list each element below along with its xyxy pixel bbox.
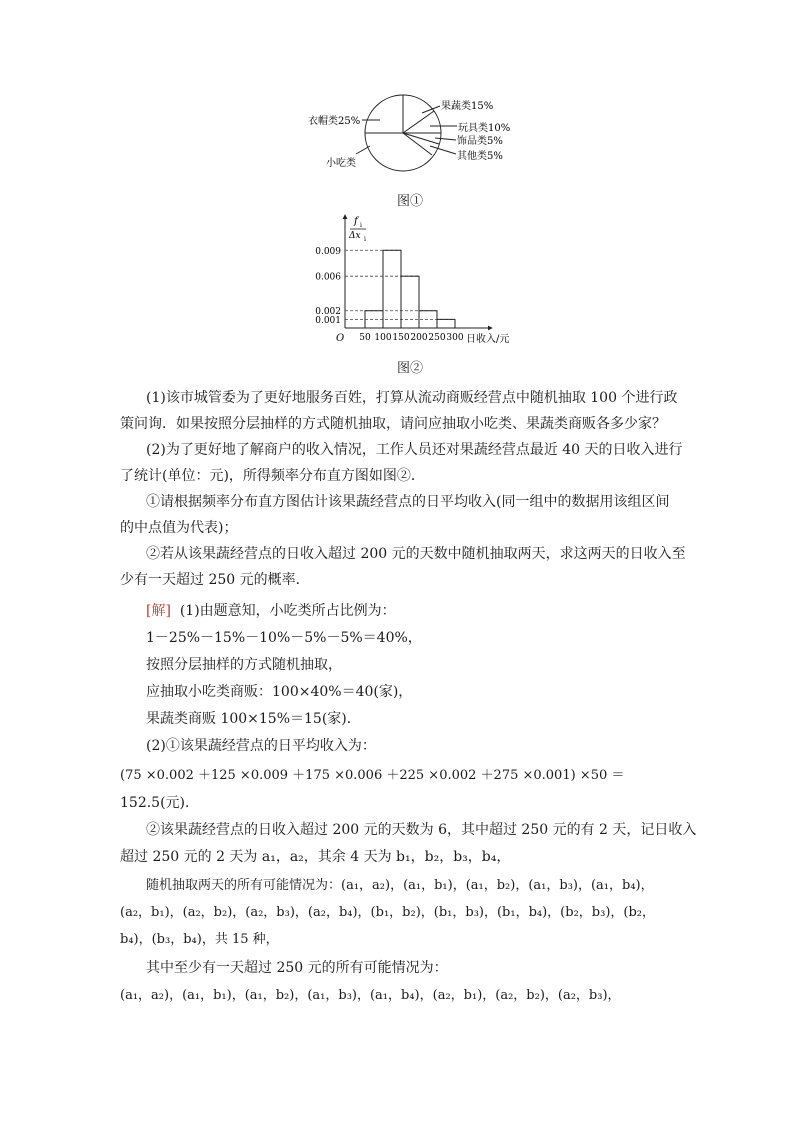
pie-label-snack: 小吃类: [326, 158, 356, 169]
origin-label: O: [336, 333, 345, 344]
solution-line-12: (a₂，b₁)，(a₂，b₂)，(a₂，b₃)，(a₂，b₄)，(b₁，b₂)，(b₁，b₃)，(b₁，b₄)，(b₂，b₃)，(b₂，: [120, 905, 655, 920]
x-tick-label: 150: [392, 333, 410, 343]
solution-line-1: [146, 598, 706, 624]
question-2-line-2: 了统计(单位：元)，所得频率分布直方图如图②．: [120, 468, 425, 484]
pie-label-clothing: 衣帽类25%: [308, 116, 361, 127]
question-1-line-2: 策问询．如果按照分层抽样的方式随机抽取，请问应抽取小吃类、果蔬类商贩各多少家？: [120, 416, 666, 432]
x-tick-label: 200: [410, 333, 428, 343]
solution-line-14: 其中至少有一天超过 250 元的所有可能情况为：: [146, 960, 448, 976]
solution-line-15: (a₁，a₂)，(a₁，b₁)，(a₁，b₂)，(a₁，b₃)，(a₁，b₄)，(a₂，b₁)，(a₂，b₂)，(a₂，b₃)，: [120, 988, 621, 1003]
pie-label-toy: 玩具类10%: [458, 123, 511, 134]
x-tick-label: 50: [359, 333, 371, 343]
solution-line-13: b₄)，(b₃，b₄)，共 15 种，: [120, 932, 279, 947]
histogram-bar: [401, 276, 419, 328]
solution-line-11: 随机抽取两天的所有可能情况为：(a₁，a₂)，(a₁，b₁)，(a₁，b₂)，(a₁，b₃)，(a₁，b₄)，: [146, 878, 654, 893]
question-2b-line-1: ②若从该果蔬经营点的日收入超过 200 元的天数中随机抽取两天，求这两天的日收入至: [146, 546, 686, 562]
y-label-bottom: Δx: [349, 231, 361, 241]
y-tick-label: 0.009: [315, 246, 341, 257]
pie-label-fruit: 果蔬类15%: [441, 101, 494, 112]
solution-line-3: 按照分层抽样的方式随机抽取，: [146, 657, 342, 673]
solution-line-8: 152.5(元)．: [120, 795, 200, 811]
question-2a-line-2: 的中点值为代表)；: [120, 520, 238, 536]
pie-chart: [290, 88, 530, 183]
y-label-top: f: [354, 216, 358, 227]
solution-line-5: 果蔬类商贩 100×15%＝15(家)．: [146, 711, 361, 727]
question-2-line-1: (2)为了更好地了解商户的收入情况，工作人员还对果蔬经营点最近 40 天的日收入进行: [146, 442, 683, 458]
leader-line: [356, 146, 370, 154]
x-tick-label: 250: [428, 333, 446, 343]
figure-2-caption: 图②: [397, 361, 424, 376]
pie-divider: [403, 133, 439, 144]
y-tick-label: 0.002: [315, 307, 341, 318]
leader-line: [430, 146, 456, 154]
histogram-bar: [383, 250, 401, 328]
y-label-top-sub: i: [360, 222, 362, 229]
solution-text: (1)由题意知，小吃类所占比例为：: [179, 603, 396, 619]
pie-divider: [403, 111, 434, 133]
solution-line-9: ②该果蔬经营点的日收入超过 200 元的天数为 6，其中超过 250 元的有 2 天，记日收入: [146, 822, 697, 838]
pie-label-other: 其他类5%: [457, 151, 503, 162]
solution-line-4: 应抽取小吃类商贩：100×40%＝40(家)，: [146, 684, 413, 700]
solution-line-2: 1－25%－15%－10%－5%－5%＝40%，: [146, 630, 422, 646]
question-1-line-1: (1)该市城管委为了更好地服务百姓，打算从流动商贩经营点中随机抽取 100 个进行政: [146, 390, 678, 406]
x-axis-label: 日收入/元: [466, 334, 510, 345]
y-tick-label: 0.001: [315, 315, 341, 326]
y-tick-label: 0.006: [315, 272, 341, 283]
y-label-bottom-sub: i: [364, 236, 366, 243]
histogram: [300, 210, 520, 350]
x-tick-label: 300: [446, 333, 464, 343]
leader-line: [435, 138, 456, 140]
pie-label-jewelry: 饰品类5%: [457, 136, 503, 147]
question-2a-line-1: ①请根据频率分布直方图估计该果蔬经营点的日平均收入(同一组中的数据用该组区间: [146, 494, 670, 510]
pie-divider: [403, 133, 432, 155]
solution-line-6: (2)①该果蔬经营点的日平均收入为：: [146, 738, 376, 754]
question-2b-line-2: 少有一天超过 250 元的概率．: [120, 572, 310, 588]
histogram-bar: [437, 319, 455, 328]
solution-line-10: 超过 250 元的 2 天为 a₁，a₂，其余 4 天为 b₁，b₂，b₃，b₄，: [120, 849, 511, 865]
figure-1-caption: 图①: [397, 194, 424, 209]
solution-line-7: (75 ×0.002 ＋125 ×0.009 ＋175 ×0.006 ＋225 ×0.002 ＋275 ×0.001) ×50 ＝: [120, 768, 625, 783]
x-tick-label: 100: [374, 333, 392, 343]
solution-tag: [解]: [146, 603, 171, 619]
